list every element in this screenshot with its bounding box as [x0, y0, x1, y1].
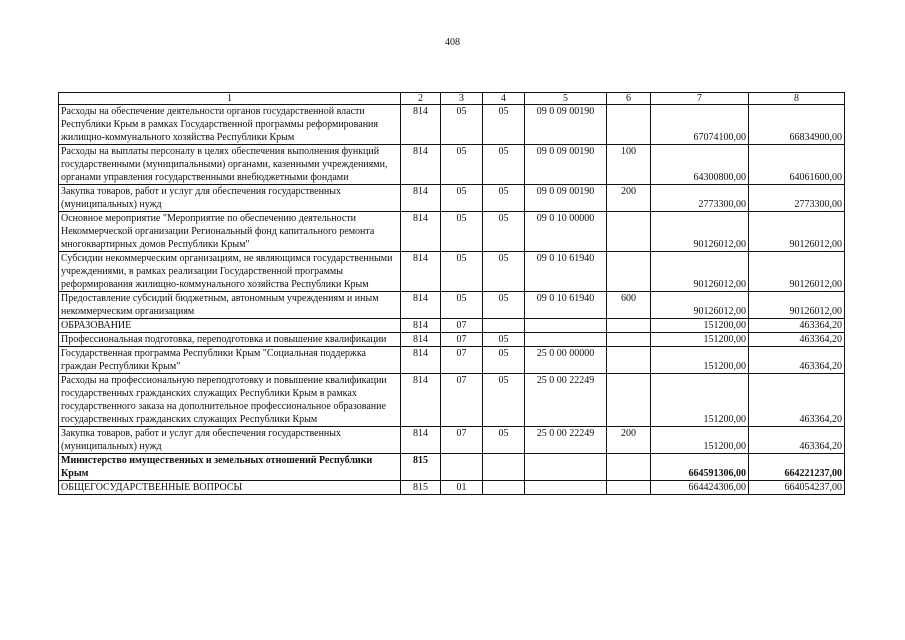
cell-target-article: 25 0 00 22249 — [525, 427, 607, 454]
cell-amount-8: 90126012,00 — [749, 252, 845, 292]
cell-amount-7: 90126012,00 — [651, 212, 749, 252]
cell-ministry-code: 814 — [401, 252, 441, 292]
cell-subsection-code: 05 — [483, 292, 525, 319]
cell-section-code: 01 — [441, 481, 483, 495]
cell-expense-type: 600 — [607, 292, 651, 319]
cell-amount-7: 151200,00 — [651, 333, 749, 347]
table-row — [59, 292, 845, 319]
cell-expense-type — [607, 212, 651, 252]
cell-target-article: 25 0 00 22249 — [525, 374, 607, 427]
table-row — [59, 347, 845, 374]
table-row — [59, 319, 845, 333]
cell-amount-7: 2773300,00 — [651, 185, 749, 212]
cell-amount-7: 151200,00 — [651, 347, 749, 374]
cell-ministry-code: 815 — [401, 481, 441, 495]
cell-amount-7: 664424306,00 — [651, 481, 749, 495]
cell-subsection-code: 05 — [483, 347, 525, 374]
cell-ministry-code: 814 — [401, 319, 441, 333]
cell-expense-type — [607, 252, 651, 292]
cell-name: Расходы на выплаты персоналу в целях обеспечения выполнения функций государственными (муниципальными) органами, казенными учреждениями, органами управления государственными внебюджетными фондами — [59, 145, 401, 185]
cell-amount-8: 463364,20 — [749, 347, 845, 374]
cell-amount-8: 66834900,00 — [749, 105, 845, 145]
cell-name: Расходы на профессиональную переподготовку и повышение квалификации государственных гражданских служащих Республики Крым в рамках государственного заказа на дополнительное профессиональное образование государственных гражданских служащих Республики Крым — [59, 374, 401, 427]
cell-target-article: 09 0 10 00000 — [525, 212, 607, 252]
cell-section-code: 05 — [441, 252, 483, 292]
cell-expense-type — [607, 454, 651, 481]
cell-name: Государственная программа Республики Крым "Социальная поддержка граждан Республики Крым" — [59, 347, 401, 374]
cell-ministry-code: 814 — [401, 212, 441, 252]
cell-expense-type — [607, 333, 651, 347]
cell-expense-type — [607, 319, 651, 333]
table-row — [59, 212, 845, 252]
cell-target-article — [525, 333, 607, 347]
cell-name: Предоставление субсидий бюджетным, автономным учреждениям и иным некоммерческим организациям — [59, 292, 401, 319]
cell-amount-8: 463364,20 — [749, 374, 845, 427]
cell-ministry-code: 814 — [401, 292, 441, 319]
cell-name: Профессиональная подготовка, переподготовка и повышение квалификации — [59, 333, 401, 347]
cell-subsection-code: 05 — [483, 427, 525, 454]
cell-ministry-code: 814 — [401, 347, 441, 374]
cell-amount-7: 151200,00 — [651, 319, 749, 333]
table-header-row — [59, 93, 845, 105]
cell-name: Основное мероприятие "Мероприятие по обеспечению деятельности Некоммерческой организации Региональный фонд капитального ремонта многоквартирных домов Республики Крым" — [59, 212, 401, 252]
cell-ministry-code: 814 — [401, 374, 441, 427]
table-row — [59, 454, 845, 481]
cell-amount-8: 2773300,00 — [749, 185, 845, 212]
cell-ministry-code: 814 — [401, 333, 441, 347]
table-row — [59, 374, 845, 427]
cell-expense-type: 200 — [607, 185, 651, 212]
cell-section-code: 05 — [441, 292, 483, 319]
cell-section-code — [441, 454, 483, 481]
cell-expense-type — [607, 374, 651, 427]
cell-amount-8: 664221237,00 — [749, 454, 845, 481]
column-header: 8 — [749, 93, 845, 105]
cell-subsection-code: 05 — [483, 333, 525, 347]
table-row — [59, 185, 845, 212]
column-header: 6 — [607, 93, 651, 105]
cell-amount-8: 463364,20 — [749, 333, 845, 347]
cell-target-article: 09 0 09 00190 — [525, 185, 607, 212]
cell-expense-type — [607, 347, 651, 374]
cell-amount-7: 151200,00 — [651, 374, 749, 427]
cell-name: ОБЩЕГОСУДАРСТВЕННЫЕ ВОПРОСЫ — [59, 481, 401, 495]
cell-expense-type — [607, 481, 651, 495]
cell-target-article — [525, 319, 607, 333]
table-row — [59, 333, 845, 347]
cell-amount-8: 64061600,00 — [749, 145, 845, 185]
cell-expense-type: 100 — [607, 145, 651, 185]
cell-target-article — [525, 454, 607, 481]
cell-amount-8: 90126012,00 — [749, 212, 845, 252]
cell-subsection-code — [483, 481, 525, 495]
cell-amount-7: 67074100,00 — [651, 105, 749, 145]
cell-ministry-code: 814 — [401, 145, 441, 185]
cell-target-article: 09 0 09 00190 — [525, 105, 607, 145]
cell-target-article: 09 0 10 61940 — [525, 252, 607, 292]
cell-subsection-code: 05 — [483, 252, 525, 292]
cell-target-article — [525, 481, 607, 495]
cell-subsection-code: 05 — [483, 374, 525, 427]
cell-section-code: 07 — [441, 374, 483, 427]
cell-target-article: 09 0 10 61940 — [525, 292, 607, 319]
cell-ministry-code: 814 — [401, 427, 441, 454]
cell-amount-7: 664591306,00 — [651, 454, 749, 481]
cell-ministry-code: 814 — [401, 105, 441, 145]
cell-target-article: 25 0 00 00000 — [525, 347, 607, 374]
cell-amount-7: 90126012,00 — [651, 252, 749, 292]
column-header: 3 — [441, 93, 483, 105]
cell-expense-type: 200 — [607, 427, 651, 454]
cell-name: Расходы на обеспечение деятельности органов государственной власти Республики Крым в рамках Государственной программы реформирования жилищно-коммунального хозяйства Республики Крым — [59, 105, 401, 145]
column-header: 5 — [525, 93, 607, 105]
column-header: 2 — [401, 93, 441, 105]
cell-section-code: 05 — [441, 105, 483, 145]
cell-section-code: 05 — [441, 145, 483, 185]
cell-name: Субсидии некоммерческим организациям, не являющимся государственными учреждениями, в рамках реализации Государственной программы реформирования жилищно-коммунального хозяйства Республики Крым — [59, 252, 401, 292]
page-number: 408 — [445, 37, 460, 48]
column-header: 1 — [59, 93, 401, 105]
cell-section-code: 05 — [441, 212, 483, 252]
cell-amount-7: 90126012,00 — [651, 292, 749, 319]
cell-subsection-code: 05 — [483, 212, 525, 252]
cell-ministry-code: 814 — [401, 185, 441, 212]
table-body — [59, 105, 845, 495]
table-row — [59, 105, 845, 145]
table-row — [59, 252, 845, 292]
cell-expense-type — [607, 105, 651, 145]
cell-section-code: 07 — [441, 319, 483, 333]
cell-name: ОБРАЗОВАНИЕ — [59, 319, 401, 333]
cell-ministry-code: 815 — [401, 454, 441, 481]
cell-amount-8: 463364,20 — [749, 427, 845, 454]
table-row — [59, 427, 845, 454]
cell-name: Министерство имущественных и земельных отношений Республики Крым — [59, 454, 401, 481]
cell-subsection-code — [483, 319, 525, 333]
cell-section-code: 05 — [441, 185, 483, 212]
cell-subsection-code — [483, 454, 525, 481]
cell-section-code: 07 — [441, 347, 483, 374]
cell-target-article: 09 0 09 00190 — [525, 145, 607, 185]
table-row — [59, 481, 845, 495]
cell-amount-7: 64300800,00 — [651, 145, 749, 185]
cell-section-code: 07 — [441, 333, 483, 347]
column-header: 7 — [651, 93, 749, 105]
cell-subsection-code: 05 — [483, 185, 525, 212]
cell-amount-8: 664054237,00 — [749, 481, 845, 495]
column-header: 4 — [483, 93, 525, 105]
cell-subsection-code: 05 — [483, 145, 525, 185]
budget-table — [58, 92, 845, 495]
cell-amount-8: 463364,20 — [749, 319, 845, 333]
cell-subsection-code: 05 — [483, 105, 525, 145]
cell-section-code: 07 — [441, 427, 483, 454]
cell-name: Закупка товаров, работ и услуг для обеспечения государственных (муниципальных) нужд — [59, 427, 401, 454]
table-row — [59, 145, 845, 185]
cell-amount-7: 151200,00 — [651, 427, 749, 454]
cell-name: Закупка товаров, работ и услуг для обеспечения государственных (муниципальных) нужд — [59, 185, 401, 212]
cell-amount-8: 90126012,00 — [749, 292, 845, 319]
